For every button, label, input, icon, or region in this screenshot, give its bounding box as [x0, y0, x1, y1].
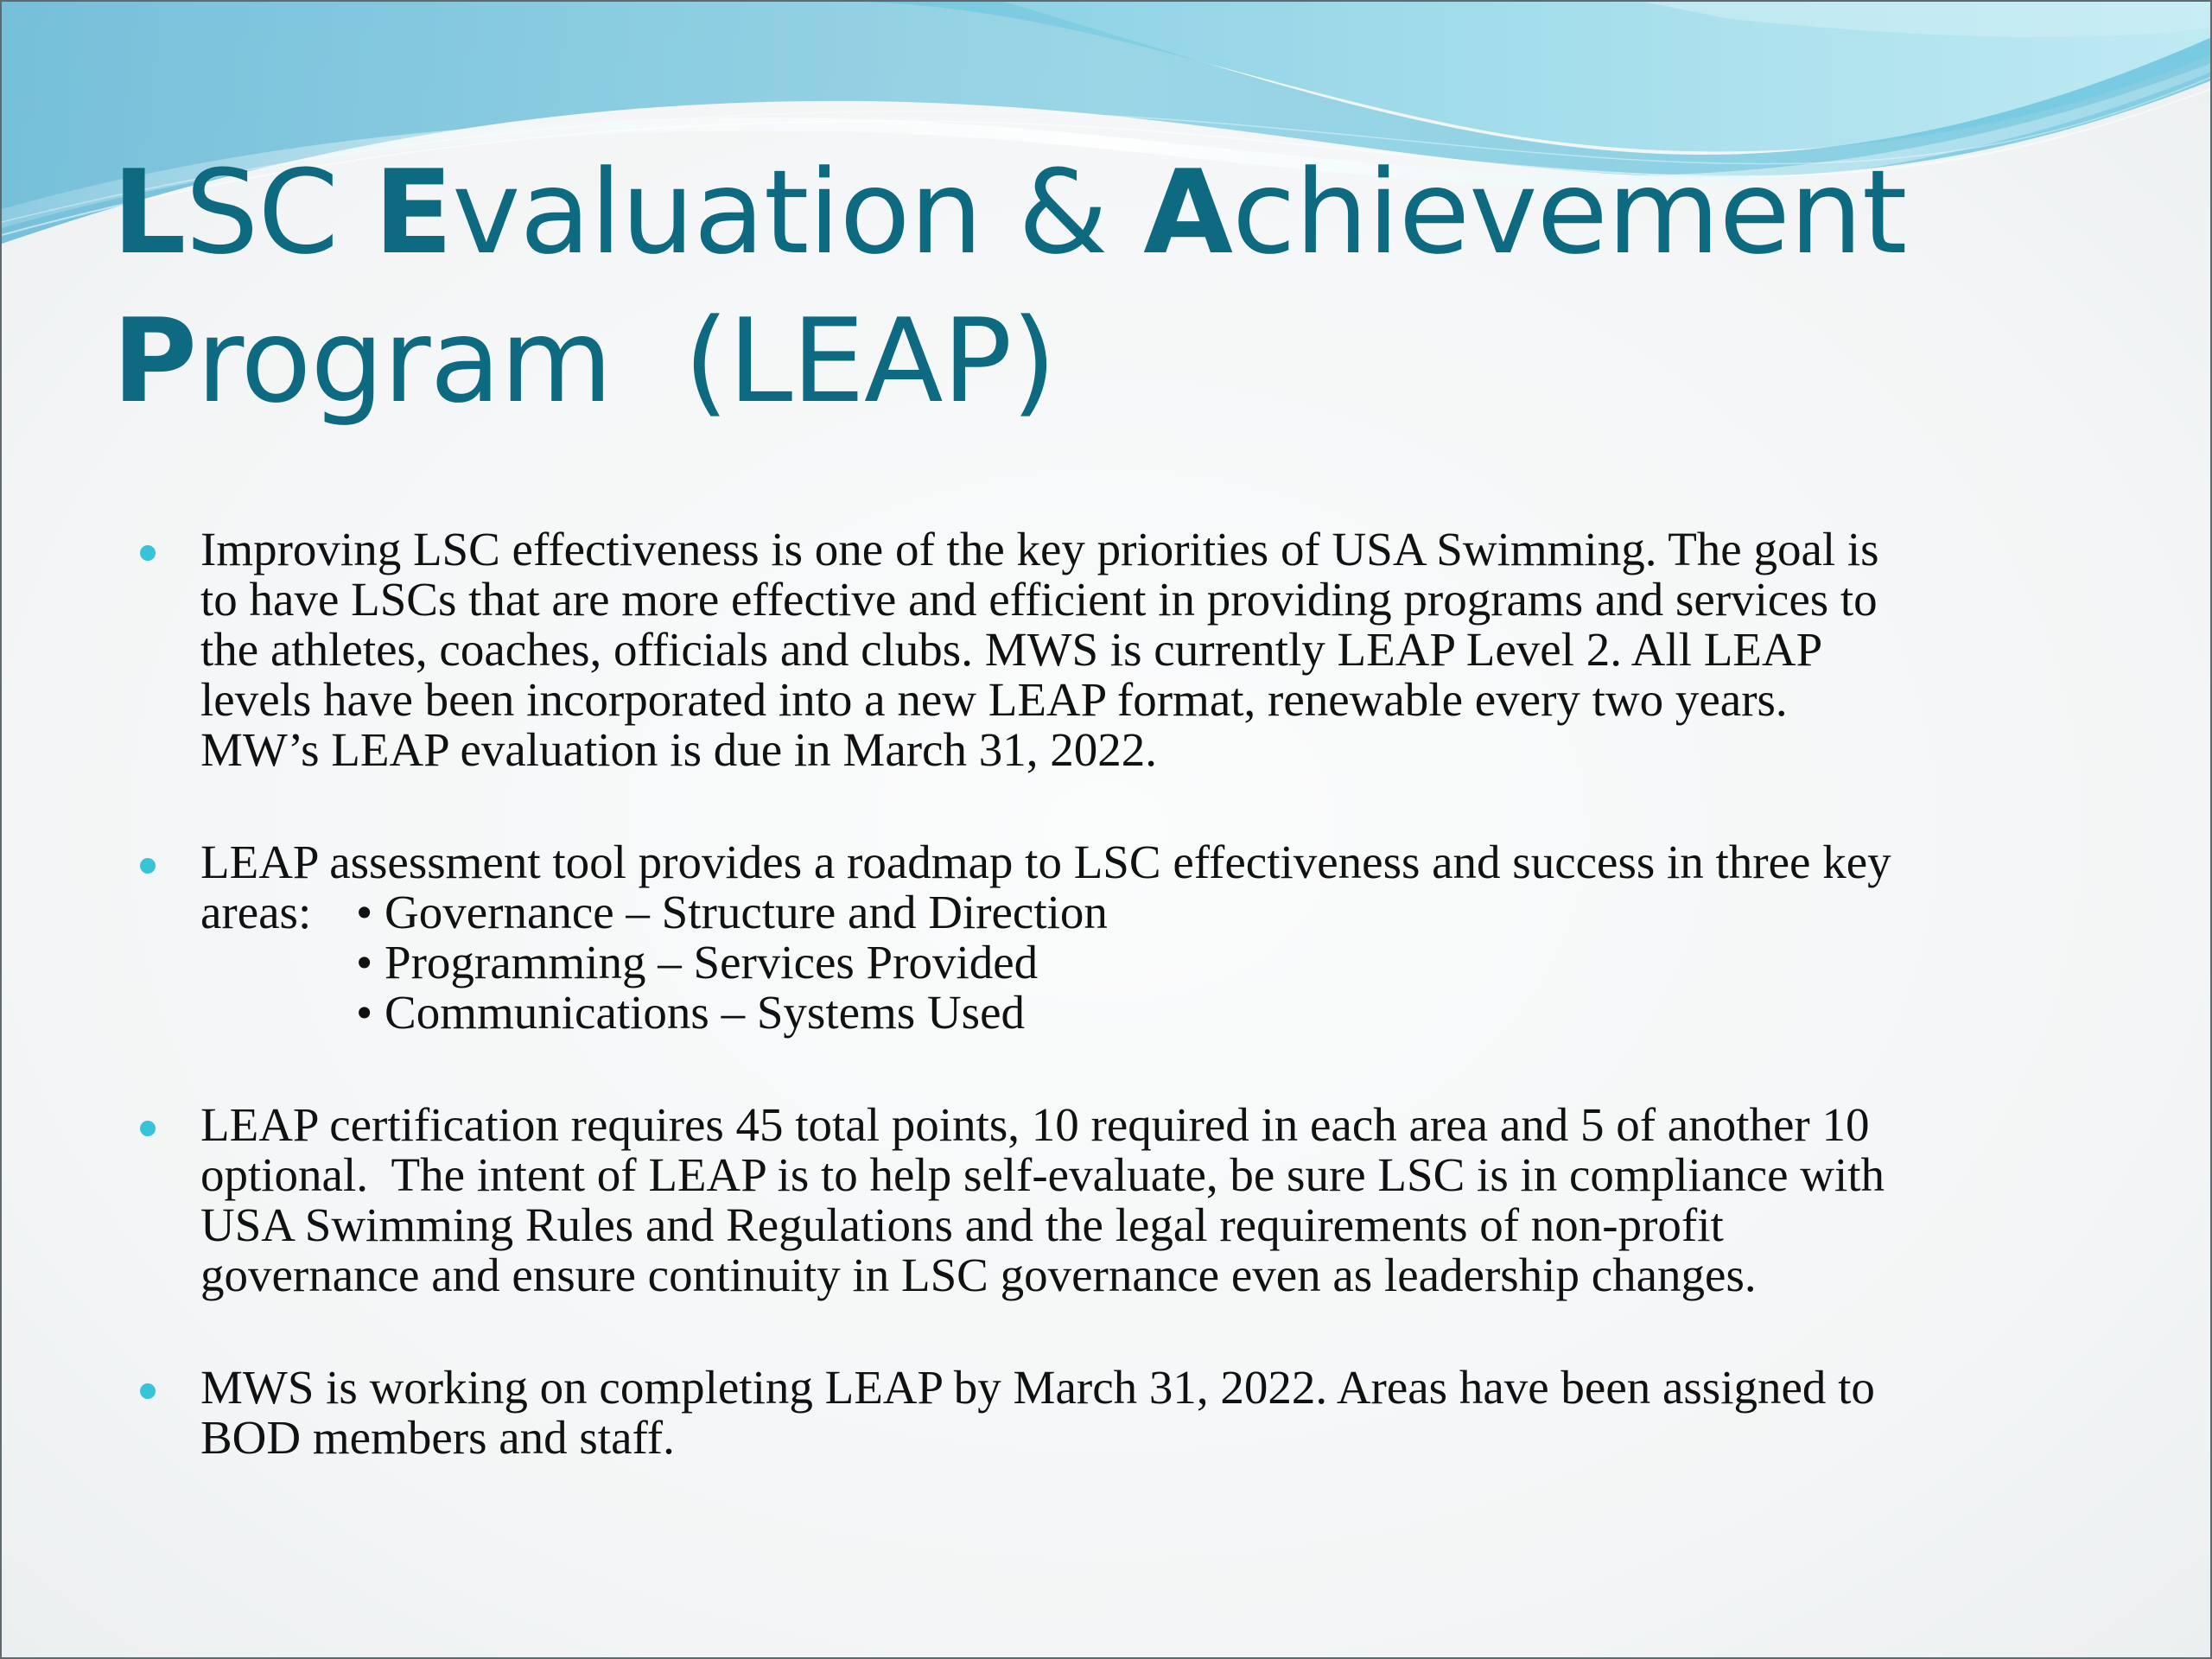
title-text-chievement: chievement	[1231, 145, 1907, 280]
sub-list	[356, 887, 1108, 1038]
bullet-line: MWS is working on completing LEAP by March 31, 2022. Areas have been assigned to	[200, 1361, 1875, 1414]
sub-list-row	[200, 887, 2072, 1038]
bullet-item	[137, 1363, 2072, 1463]
bullet-line: levels have been incorporated into a new LEAP format, renewable every two years.	[200, 673, 1788, 726]
bullet-line: to have LSCs that are more effective and efficient in providing programs and services to	[200, 573, 1878, 626]
title-initial-p: P	[112, 294, 197, 429]
bullet-dot-icon	[140, 858, 156, 874]
title-line-2	[112, 294, 1056, 429]
bullet-list	[137, 524, 2072, 1525]
sub-list-item: • Communications – Systems Used	[356, 986, 1025, 1039]
title-initial-e: E	[373, 145, 453, 280]
slide-title	[112, 138, 2126, 435]
title-initial-l: L	[112, 145, 186, 280]
bullet-line: USA Swimming Rules and Regulations and the legal requirements of non-profit	[200, 1198, 1724, 1251]
bullet-item	[137, 837, 2072, 1038]
title-text-valuation: valuation &	[452, 145, 1144, 280]
bullet-line: optional. The intent of LEAP is to help self-evaluate, be sure LSC is in compliance with	[200, 1148, 1885, 1201]
bullet-line: LEAP certification requires 45 total points, 10 required in each area and 5 of another 10	[200, 1098, 1870, 1151]
bullet-line: Improving LSC effectiveness is one of the key priorities of USA Swimming. The goal is	[200, 523, 1879, 575]
bullet-dot-icon	[140, 1383, 156, 1399]
sub-list-item: • Governance – Structure and Direction	[356, 886, 1108, 938]
bullet-dot-icon	[140, 545, 156, 561]
title-line-1	[112, 145, 1906, 280]
bullet-line: governance and ensure continuity in LSC governance even as leadership changes.	[200, 1249, 1757, 1301]
bullet-item	[137, 524, 2072, 775]
bullet-line: MW’s LEAP evaluation is due in March 31, 2022.	[200, 723, 1157, 776]
title-initial-a: A	[1143, 145, 1232, 280]
bullet-line: LEAP assessment tool provides a roadmap to LSC effectiveness and success in three key	[200, 836, 1891, 888]
bullet-item	[137, 1100, 2072, 1300]
bullet-dot-icon	[140, 1121, 156, 1136]
title-text-sc: SC	[185, 145, 374, 280]
sub-list-item: • Programming – Services Provided	[356, 936, 1039, 988]
bullet-line: the athletes, coaches, officials and clubs. MWS is currently LEAP Level 2. All LEAP	[200, 623, 1823, 676]
bullet-line: BOD members and staff.	[200, 1411, 675, 1464]
sub-list-lead: areas:	[200, 886, 312, 938]
title-text-rogram: rogram (LEAP)	[196, 294, 1056, 429]
